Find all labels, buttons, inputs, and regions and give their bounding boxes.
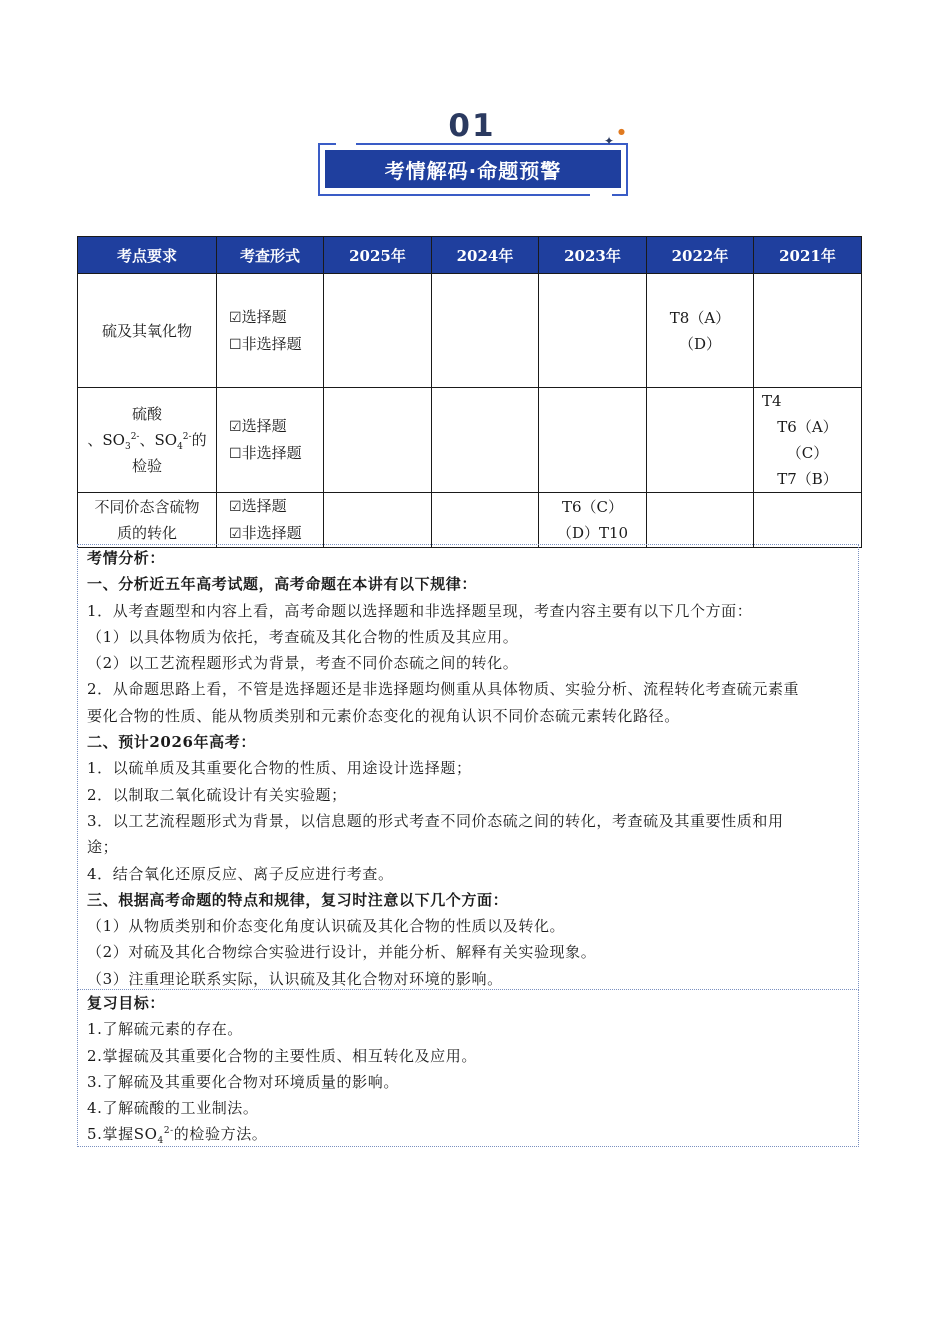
paragraph: 2．以制取二氧化硫设计有关实验题； [87, 785, 347, 804]
goals-panel [77, 989, 859, 1147]
year-cell-2023 [539, 388, 647, 493]
table-row [78, 388, 862, 493]
sparkle-dot-icon: ● [618, 127, 625, 136]
header-2022: 2022年 [647, 237, 754, 274]
banner-title: 考情解码·命题预警 [325, 150, 621, 188]
paragraph: 1．以硫单质及其重要化合物的性质、用途设计选择题； [87, 759, 472, 778]
goals-heading: 复习目标： [87, 994, 166, 1012]
year-cell-2025 [324, 493, 432, 548]
table-row [78, 493, 862, 548]
checked-box-icon: ☑ [229, 526, 242, 542]
header-topic: 考点要求 [78, 237, 217, 274]
form-cell: ☑选择题 ☐非选择题 [217, 274, 324, 388]
table-header-row [78, 237, 862, 274]
paragraph: （3）注重理论联系实际，认识硫及其化合物对环境的影响。 [87, 969, 503, 988]
goal-item: 5.掌握$SO_4^{2-}$的检验方法。 [87, 1125, 268, 1147]
paragraph: 1．从考查题型和内容上看，高考命题以选择题和非选择题呈现，考查内容主要有以下几个方面： [87, 601, 753, 620]
topic-cell: 硫酸 、$SO_3^{2-}$、$SO_4^{2-}$的 检验 [78, 388, 217, 493]
checked-box-icon: ☑ [229, 419, 242, 435]
unchecked-box-icon: ☐ [229, 446, 242, 462]
sparkle-icon: ✦ [604, 134, 615, 148]
paragraph: 4．结合氧化还原反应、离子反应进行考查。 [87, 864, 394, 883]
paragraph: （2）以工艺流程题形式为背景，考查不同价态硫之间的转化。 [87, 654, 519, 673]
section-title: 一、分析近五年高考试题，高考命题在本讲有以下规律： [87, 575, 478, 594]
goal-item: 1.了解硫元素的存在。 [87, 1020, 243, 1039]
paragraph: 要化合物的性质、能从物质类别和元素价态变化的视角认识不同价态硫元素转化路径。 [87, 706, 680, 725]
section-title: 二、预计2026年高考： [87, 733, 256, 752]
table-row [78, 274, 862, 388]
banner-number: 01 [448, 108, 496, 144]
year-cell-2021 [754, 274, 862, 388]
paragraph: 3．以工艺流程题形式为背景，以信息题的形式考查不同价态硫之间的转化，考查硫及其重要性质和用 [87, 811, 784, 830]
paragraph: （2）对硫及其化合物综合实验进行设计，并能分析、解释有关实验现象。 [87, 943, 597, 962]
topic-cell: 不同价态含硫物 质的转化 [78, 493, 217, 548]
goal-item: 3.了解硫及其重要化合物对环境质量的影响。 [87, 1072, 399, 1091]
analysis-heading: 考情分析： [87, 549, 166, 567]
analysis-panel [77, 544, 859, 990]
form-cell: ☑选择题 ☐非选择题 [217, 388, 324, 493]
goal-item: 4.了解硫酸的工业制法。 [87, 1099, 259, 1118]
year-cell-2023: T6（C） （D）T10 [539, 493, 647, 548]
year-cell-2021: T4 T6（A） （C） T7（B） [754, 388, 862, 493]
paragraph: （1）以具体物质为依托，考查硫及其化合物的性质及其应用。 [87, 627, 519, 646]
header-2025: 2025年 [324, 237, 432, 274]
header-2023: 2023年 [539, 237, 647, 274]
year-cell-2022 [647, 388, 754, 493]
section-title: 三、根据高考命题的特点和规律，复习时注意以下几个方面： [87, 890, 509, 909]
year-cell-2024 [432, 274, 539, 388]
unchecked-box-icon: ☐ [229, 336, 242, 353]
year-cell-2022: T8（A） （D） [647, 274, 754, 388]
checked-box-icon: ☑ [229, 499, 242, 515]
header-form: 考查形式 [217, 237, 324, 274]
year-cell-2023 [539, 274, 647, 388]
paragraph: 2．从命题思路上看，不管是选择题还是非选择题均侧重从具体物质、实验分析、流程转化考查硫元素重 [87, 680, 800, 699]
year-cell-2025 [324, 388, 432, 493]
checked-box-icon: ☑ [229, 309, 242, 326]
section-banner [318, 127, 630, 196]
exam-topic-table [77, 236, 862, 548]
year-cell-2024 [432, 493, 539, 548]
topic-cell: 硫及其氧化物 [78, 274, 217, 388]
paragraph: 途； [87, 838, 119, 857]
form-cell: ☑选择题 ☑非选择题 [217, 493, 324, 548]
goal-item: 2.掌握硫及其重要化合物的主要性质、相互转化及应用。 [87, 1046, 477, 1065]
year-cell-2021 [754, 493, 862, 548]
header-2024: 2024年 [432, 237, 539, 274]
year-cell-2025 [324, 274, 432, 388]
year-cell-2022 [647, 493, 754, 548]
header-2021: 2021年 [754, 237, 862, 274]
year-cell-2024 [432, 388, 539, 493]
paragraph: （1）从物质类别和价态变化角度认识硫及其化合物的性质以及转化。 [87, 917, 566, 936]
